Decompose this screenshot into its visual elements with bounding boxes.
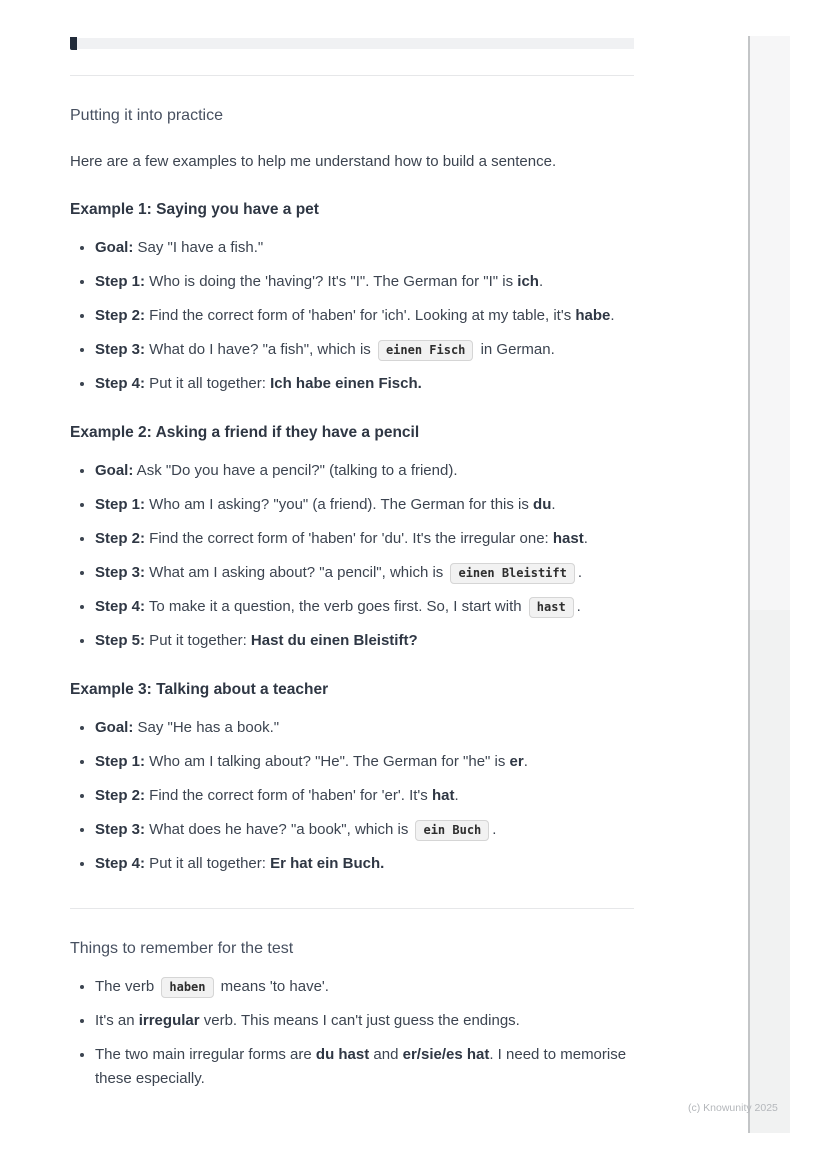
section-divider-2 (70, 908, 634, 909)
section-divider (70, 75, 634, 76)
code-chip: einen Bleistift (450, 563, 574, 584)
list-item (95, 852, 634, 876)
bold-text: Ich habe einen Fisch. (270, 375, 422, 392)
bold-text: er (509, 753, 524, 770)
bold-text: Step 4: (95, 375, 146, 392)
text-run: What does he have? "a book", which is (145, 821, 413, 838)
text-run: Find the correct form of 'haben' for 'du'. It's the irregular one: (145, 530, 553, 547)
text-run: and (369, 1046, 403, 1063)
bold-text: hat (431, 787, 455, 804)
list-item (95, 372, 634, 396)
example-list (70, 459, 634, 653)
text-run: in German. (476, 341, 555, 358)
text-run: Put it all together: (145, 375, 271, 392)
bold-text: Step 3: (95, 341, 146, 358)
bold-text: Step 2: (95, 307, 146, 324)
text-run: . (492, 821, 497, 838)
bold-text: Step 1: (95, 496, 146, 513)
examples-container (70, 200, 634, 876)
list-item (95, 629, 634, 653)
text-run: verb. This means I can't just guess the endings. (199, 1012, 520, 1029)
text-run: Who am I asking? "you" (a friend). The German for this is (145, 496, 534, 513)
text-run: . (551, 496, 556, 513)
text-run: Who am I talking about? "He". The German for "he" is (145, 753, 510, 770)
bold-text: ich (517, 273, 539, 290)
text-run: Put it together: (145, 632, 251, 649)
example-list (70, 716, 634, 876)
text-run: What do I have? "a fish", which is (145, 341, 375, 358)
bold-text: Step 1: (95, 753, 146, 770)
bold-text: du (533, 496, 552, 513)
bold-text: Goal: (95, 719, 134, 736)
summary-heading: Things to remember for the test (70, 940, 294, 957)
bold-text: habe (575, 307, 611, 324)
list-item (95, 975, 634, 999)
bold-text: Step 3: (95, 564, 146, 581)
example-title: Example 3: Talking about a teacher (70, 681, 329, 698)
example-title: Example 1: Saying you have a pet (70, 201, 319, 218)
code-chip: ein Buch (415, 820, 489, 841)
intro-heading: Putting it into practice (70, 107, 223, 124)
text-run: Put it all together: (145, 855, 271, 872)
list-item (95, 716, 634, 740)
list-item (95, 338, 634, 362)
bold-text: Step 1: (95, 273, 146, 290)
list-item (95, 236, 634, 260)
scrollbar-thumb[interactable] (750, 36, 790, 610)
list-item (95, 527, 634, 551)
watermark: (c) Knowunity 2025 (688, 1102, 778, 1114)
text-run: . (577, 564, 583, 581)
code-chip: hast (529, 597, 574, 618)
bold-text: Hast du einen Bleistift? (250, 632, 418, 649)
bold-text: Goal: (95, 462, 134, 479)
text-run: . (523, 753, 528, 770)
text-run: . (538, 273, 544, 290)
list-item (95, 818, 634, 842)
code-chip: einen Fisch (378, 340, 473, 361)
example-title: Example 2: Asking a friend if they have a pencil (70, 424, 420, 441)
text-run: . (454, 787, 459, 804)
table-row-fragment (77, 38, 634, 49)
intro-paragraph: Here are a few examples to help me understand how to build a sentence. (70, 153, 557, 170)
bold-text: Step 3: (95, 821, 146, 838)
list-item (95, 750, 634, 774)
bold-text: Step 4: (95, 855, 146, 872)
text-run: Say "I have a fish." (133, 239, 264, 256)
list-item (95, 1009, 634, 1033)
text-run: means 'to have'. (216, 978, 329, 995)
text-run: Who is doing the 'having'? It's "I". The German for "I" is (145, 273, 518, 290)
bold-text: Step 2: (95, 787, 146, 804)
bold-text: irregular (138, 1012, 200, 1029)
summary-list (70, 975, 634, 1091)
text-run: Find the correct form of 'haben' for 'ich'. Looking at my table, it's (145, 307, 576, 324)
text-run: The verb (95, 978, 159, 995)
bold-text: er/sie/es hat (402, 1046, 490, 1063)
text-run: What am I asking about? "a pencil", which is (145, 564, 448, 581)
list-item (95, 493, 634, 517)
bold-text: Er hat ein Buch. (270, 855, 385, 872)
bold-text: Step 4: (95, 598, 146, 615)
text-run: The two main irregular forms are (95, 1046, 316, 1063)
list-item (95, 304, 634, 328)
list-item (95, 784, 634, 808)
bold-text: Goal: (95, 239, 134, 256)
text-run: Find the correct form of 'haben' for 'er'. It's (145, 787, 432, 804)
list-item (95, 561, 634, 585)
text-run: . (576, 598, 581, 615)
bold-text: Step 2: (95, 530, 146, 547)
list-item (95, 1043, 634, 1091)
bold-text: du hast (315, 1046, 370, 1063)
text-run: Ask "Do you have a pencil?" (talking to a friend). (133, 462, 458, 479)
text-run: . I need to memorise these especially. (95, 1046, 627, 1087)
table-remnant (70, 37, 634, 50)
text-run: It's an (95, 1012, 139, 1029)
list-item (95, 595, 634, 619)
bold-text: Step 5: (95, 632, 146, 649)
text-run: . (610, 307, 615, 324)
text-run: . (583, 530, 588, 547)
text-run: To make it a question, the verb goes first. So, I start with (145, 598, 526, 615)
text-run: Say "He has a book." (133, 719, 280, 736)
document-page (70, 0, 634, 1101)
list-item (95, 270, 634, 294)
bold-text: hast (552, 530, 584, 547)
scrollbar-track[interactable] (748, 36, 790, 1133)
table-cell-fragment (70, 37, 77, 50)
example-list (70, 236, 634, 396)
code-chip: haben (161, 977, 213, 998)
list-item (95, 459, 634, 483)
